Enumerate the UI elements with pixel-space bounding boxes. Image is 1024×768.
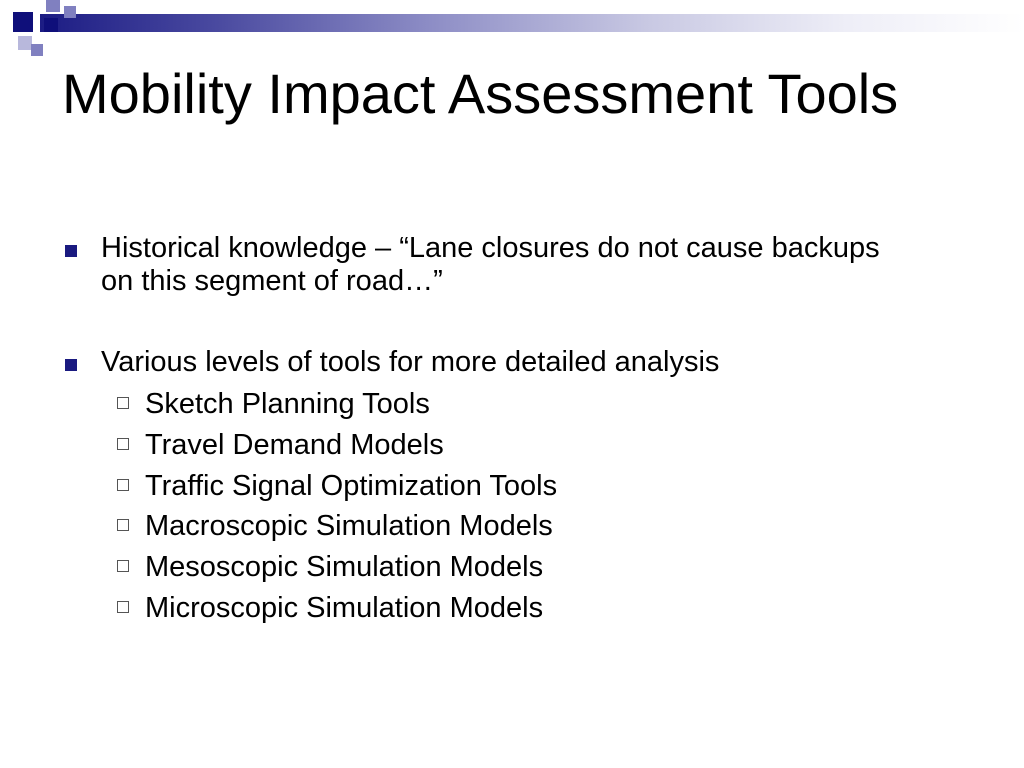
- bullet-item: [0, 232, 1024, 302]
- bullet-item: [0, 346, 1024, 386]
- hollow-square-bullet-icon: [117, 601, 129, 613]
- bullet-text: Various levels of tools for more detailed analysis: [101, 346, 720, 378]
- subbullet-text: Traffic Signal Optimization Tools: [145, 470, 558, 502]
- slide-title: Mobility Impact Assessment Tools: [62, 62, 899, 125]
- subbullet-item: [0, 388, 1024, 428]
- subbullet-item: [0, 510, 1024, 550]
- subbullet-text: Macroscopic Simulation Models: [145, 510, 553, 542]
- bullet-text: Historical knowledge – “Lane closures do not cause backups on this segment of road…”: [101, 232, 880, 297]
- subbullet-item: [0, 429, 1024, 469]
- hollow-square-bullet-icon: [117, 560, 129, 572]
- subbullet-item: [0, 551, 1024, 591]
- corner-square-decoration: [44, 18, 58, 32]
- corner-square-decoration: [46, 0, 60, 12]
- hollow-square-bullet-icon: [117, 479, 129, 491]
- hollow-square-bullet-icon: [117, 397, 129, 409]
- subbullet-item: [0, 470, 1024, 510]
- filled-square-bullet-icon: [65, 359, 77, 371]
- corner-square-decoration: [13, 12, 33, 32]
- hollow-square-bullet-icon: [117, 438, 129, 450]
- subbullet-item: [0, 592, 1024, 632]
- subbullet-text: Microscopic Simulation Models: [145, 592, 544, 624]
- hollow-square-bullet-icon: [117, 519, 129, 531]
- corner-square-decoration: [18, 36, 32, 50]
- subbullet-text: Travel Demand Models: [145, 429, 444, 461]
- filled-square-bullet-icon: [65, 245, 77, 257]
- subbullet-text: Mesoscopic Simulation Models: [145, 551, 544, 583]
- corner-square-decoration: [64, 6, 76, 18]
- corner-square-decoration: [31, 44, 43, 56]
- header-gradient-band: [40, 14, 1024, 32]
- subbullet-text: Sketch Planning Tools: [145, 388, 430, 420]
